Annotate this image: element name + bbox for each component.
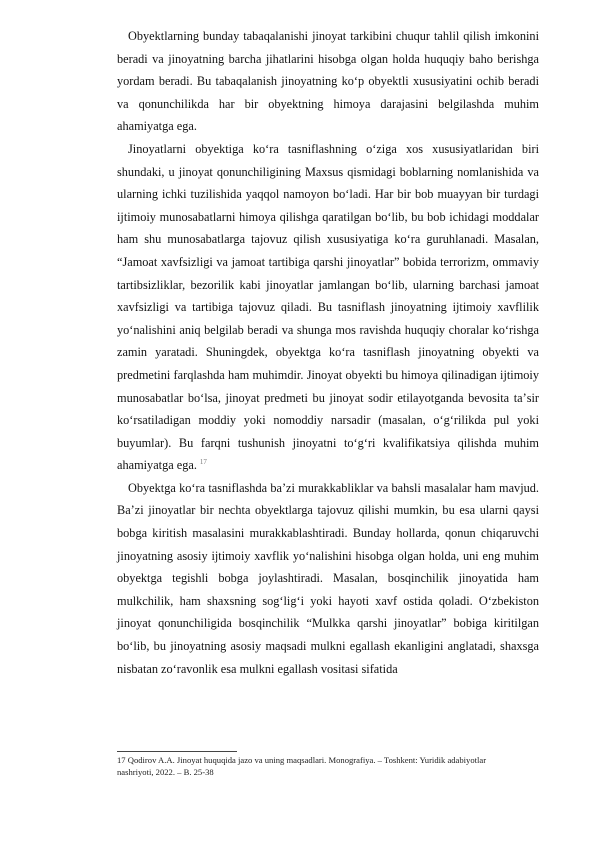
paragraph-classification-intro: Obyektlarning bunday tabaqalanishi jinoyat tarkibini chuqur tahlil qilish imkonini beradi va jinoyatning barcha jihatlarini hisobga olgan holda huquqiy baho berishga yordam beradi. Bu tabaqalanish jinoyatning koʻp obyektli xususiyatini ochib beradi va qonunchilikda har bir obyektning himoya darajasini belgilashda muhim ahamiyatga ega.: [117, 29, 539, 134]
footnote-text: 17 Qodirov A.A. Jinoyat huquqida jazo va uning maqsadlari. Monografiya. – Toshkent: Yuridik adabiyotlar nashriyoti, 2022. – B. 25-38: [117, 755, 487, 777]
paragraph-classification-by-object: [117, 138, 539, 477]
paragraph-classification-by-object-text: Jinoyatlarni obyektiga koʻra tasniflashning oʻziga xos xususiyatlaridan biri shundaki, u jinoyat qonunchiligining Maxsus qismidagi boblarning nomlanishida va ularning ichki tuzilishida yaqqol namoyon boʻladi. Har bir bob muayyan bir turdagi ijtimoiy munosabatlarni himoya qilishga qaratilgan boʻlib, bu bob ichidagi moddalar ham shu munosabatlarga tajovuz qilish xususiyatiga koʻra guruhlanadi. Masalan, “Jamoat xavfsizligi va jamoat tartibiga qarshi jinoyatlar” bobida terrorizm, ommaviy tartibsizliklar, bezorilik kabi jinoyatlar jamlangan boʻlib, ularning barchasi jamoat xavfsizligi va tartibiga tajovuz qiladi. Bu tasniflash jinoyatning ijtimoiy xavflilik yoʻnalishini aniq belgilab beradi va shunga mos ravishda huquqiy choralar koʻrishga zamin yaratadi. Shuningdek, obyektga koʻra tasniflash jinoyatning obyekti va predmetini farqlashda ham muhimdir. Jinoyat obyekti bu himoya qilinadigan ijtimoiy munosabatlar boʻlsa, jinoyat predmeti bu jinoyat sodir etilayotganda bevosita taʼsir koʻrsatiladigan moddiy yoki nomoddiy narsadir (masalan, oʻgʻrilikda pul yoki buyumlar). Bu farqni tushunish jinoyatni toʻgʻri kvalifikatsiya qilishda muhim ahamiyatga ega.: [117, 141, 539, 473]
footnote-divider: [117, 751, 237, 752]
paragraph-classification-difficulties: Obyektga koʻra tasniflashda baʼzi murakkabliklar va bahsli masalalar ham mavjud. Baʼzi jinoyatlar bir nechta obyektlarga tajovuz qilishi mumkin, bu esa ularni qaysi bobga kiritish masalasini murakkablashtiradi. Bunday hollarda, qonun chiqaruvchi jinoyatning asosiy ijtimoiy xavflik yoʻnalishini hisobga olgan holda, uni eng muhim obyektga tegishli bobga joylashtiradi. Masalan, bosqinchilik jinoyatida ham mulkchilik, ham shaxsning sogʻligʻi yoki hayoti xavf ostida qoladi. Oʻzbekiston jinoyat qonunchiligida bosqinchilik “Mulkka qarshi jinoyatlar” bobiga kiritilgan boʻlib, bu jinoyatning asosiy maqsadi mulkni egallash ekanligini anglatadi, shaxsga nisbatan zoʻravonlik esa mulkni egallash vositasi sifatida: [117, 480, 539, 676]
footnote-reference[interactable]: 17: [199, 458, 207, 467]
document-page: [117, 25, 539, 680]
